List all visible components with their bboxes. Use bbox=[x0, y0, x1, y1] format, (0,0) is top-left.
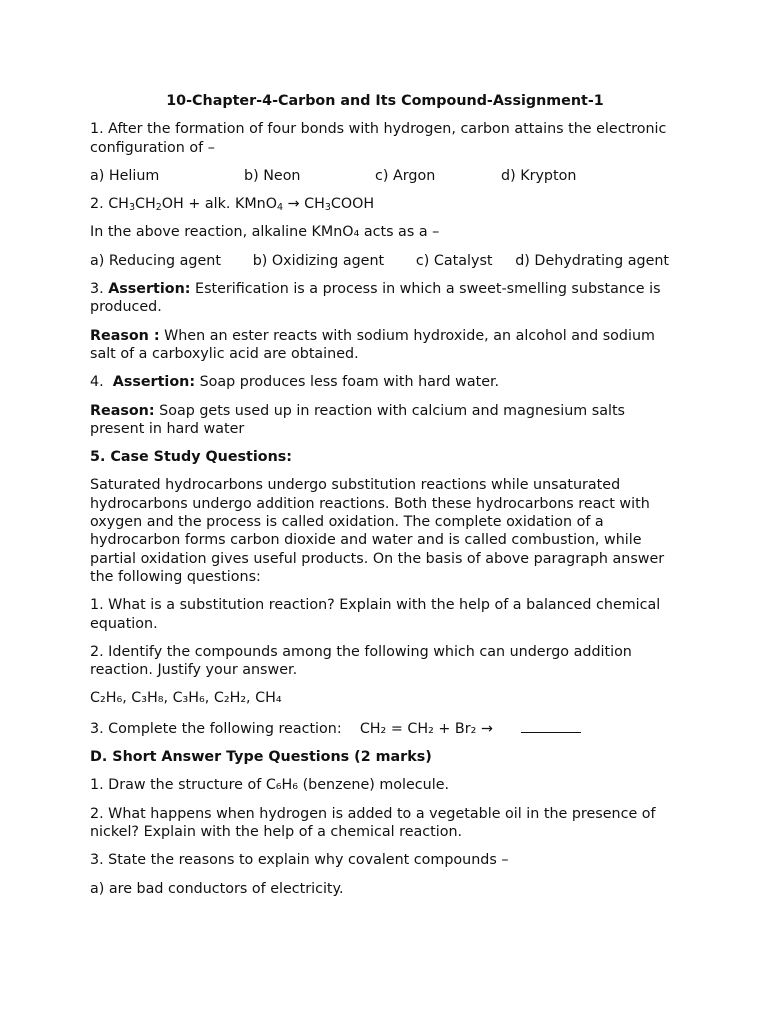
option-b: b) Neon bbox=[244, 167, 301, 184]
document-page bbox=[90, 92, 680, 908]
short-answer-question-3a: a) are bad conductors of electricity. bbox=[90, 880, 344, 897]
question-2-statement: In the above reaction, alkaline KMnO₄ acts as a – bbox=[90, 224, 440, 241]
assertion-text: Esterification is a process in which a sweet-smelling substance is produced. bbox=[90, 281, 661, 316]
question-4-reason bbox=[90, 402, 680, 439]
eq-sub-4a: 4 bbox=[276, 202, 284, 214]
reason-text: When an ester reacts with sodium hydroxide, an alcohol and sodium salt of a carboxylic acid are obtained. bbox=[90, 327, 655, 362]
case-study-heading: 5. Case Study Questions: bbox=[90, 449, 293, 466]
short-answer-heading: D. Short Answer Type Questions (2 marks) bbox=[90, 749, 432, 766]
assertion-label: Assertion: bbox=[108, 281, 191, 298]
option-d: d) Krypton bbox=[501, 167, 577, 184]
question-2-number: 2. bbox=[90, 196, 104, 213]
question-2-options: a) Reducing agent b) Oxidizing agent c) Catalyst d) Dehydrating agent bbox=[90, 252, 670, 269]
reason-label: Reason : bbox=[90, 327, 160, 344]
eq-part-ch3: CH bbox=[108, 196, 129, 213]
eq-sub-3a: 3 bbox=[128, 202, 135, 214]
short-answer-question-1: 1. Draw the structure of C₆H₆ (benzene) molecule. bbox=[90, 777, 450, 794]
eq-part-arrow-ch: → CH bbox=[283, 196, 325, 213]
document-title: 10-Chapter-4-Carbon and Its Compound-Assignment-1 bbox=[166, 93, 604, 109]
reason-text: Soap gets used up in reaction with calcium and magnesium salts present in hard water bbox=[90, 402, 625, 437]
question-3-text: 3. Complete the following reaction: bbox=[90, 720, 342, 737]
case-study-question-3 bbox=[90, 718, 680, 738]
option-c: c) Argon bbox=[375, 167, 436, 184]
case-study-paragraph: Saturated hydrocarbons undergo substitution reactions while unsaturated hydrocarbons undergo addition reactions. Both these hydrocarbons react with oxygen and the process is called oxidation. The complete oxidation of a hydrocarbon forms carbon dioxide and water and is called combustion, while partial oxidation gives useful products. On the basis of above paragraph answer the following questions: bbox=[90, 477, 665, 585]
reaction-equation: CH₂ = CH₂ + Br₂ → bbox=[359, 720, 493, 737]
case-study-question-1: 1. What is a substitution reaction? Explain with the help of a balanced chemical equation. bbox=[90, 597, 661, 632]
assertion-label: Assertion: bbox=[112, 374, 196, 391]
short-answer-question-2: 2. What happens when hydrogen is added to a vegetable oil in the presence of nickel? Explain with the help of a chemical reaction. bbox=[90, 805, 656, 840]
question-4-assertion bbox=[90, 373, 680, 391]
question-4-number: 4. bbox=[90, 374, 104, 391]
question-3-number: 3. bbox=[90, 281, 104, 298]
eq-part-cooh: COOH bbox=[330, 196, 375, 213]
compound-list: C₂H₆, C₃H₈, C₃H₆, C₂H₂, CH₄ bbox=[90, 690, 282, 707]
reason-label: Reason: bbox=[90, 402, 155, 419]
question-3-reason bbox=[90, 327, 680, 364]
question-2-equation bbox=[90, 195, 680, 213]
answer-blank bbox=[521, 718, 581, 733]
assertion-text: Soap produces less foam with hard water. bbox=[195, 374, 500, 391]
question-1-options bbox=[90, 167, 680, 185]
eq-sub-2a: 2 bbox=[155, 202, 162, 214]
option-a: a) Helium bbox=[90, 167, 160, 184]
question-3-assertion bbox=[90, 280, 680, 317]
eq-part-ch2: CH bbox=[134, 196, 156, 213]
short-answer-question-3: 3. State the reasons to explain why covalent compounds – bbox=[90, 852, 509, 869]
eq-sub-3b: 3 bbox=[324, 202, 331, 214]
eq-part-oh-kmno: OH + alk. KMnO bbox=[161, 196, 277, 213]
question-1-text: 1. After the formation of four bonds with hydrogen, carbon attains the electronic configuration of – bbox=[90, 121, 667, 156]
case-study-question-2: 2. Identify the compounds among the following which can undergo addition reaction. Justify your answer. bbox=[90, 643, 632, 679]
